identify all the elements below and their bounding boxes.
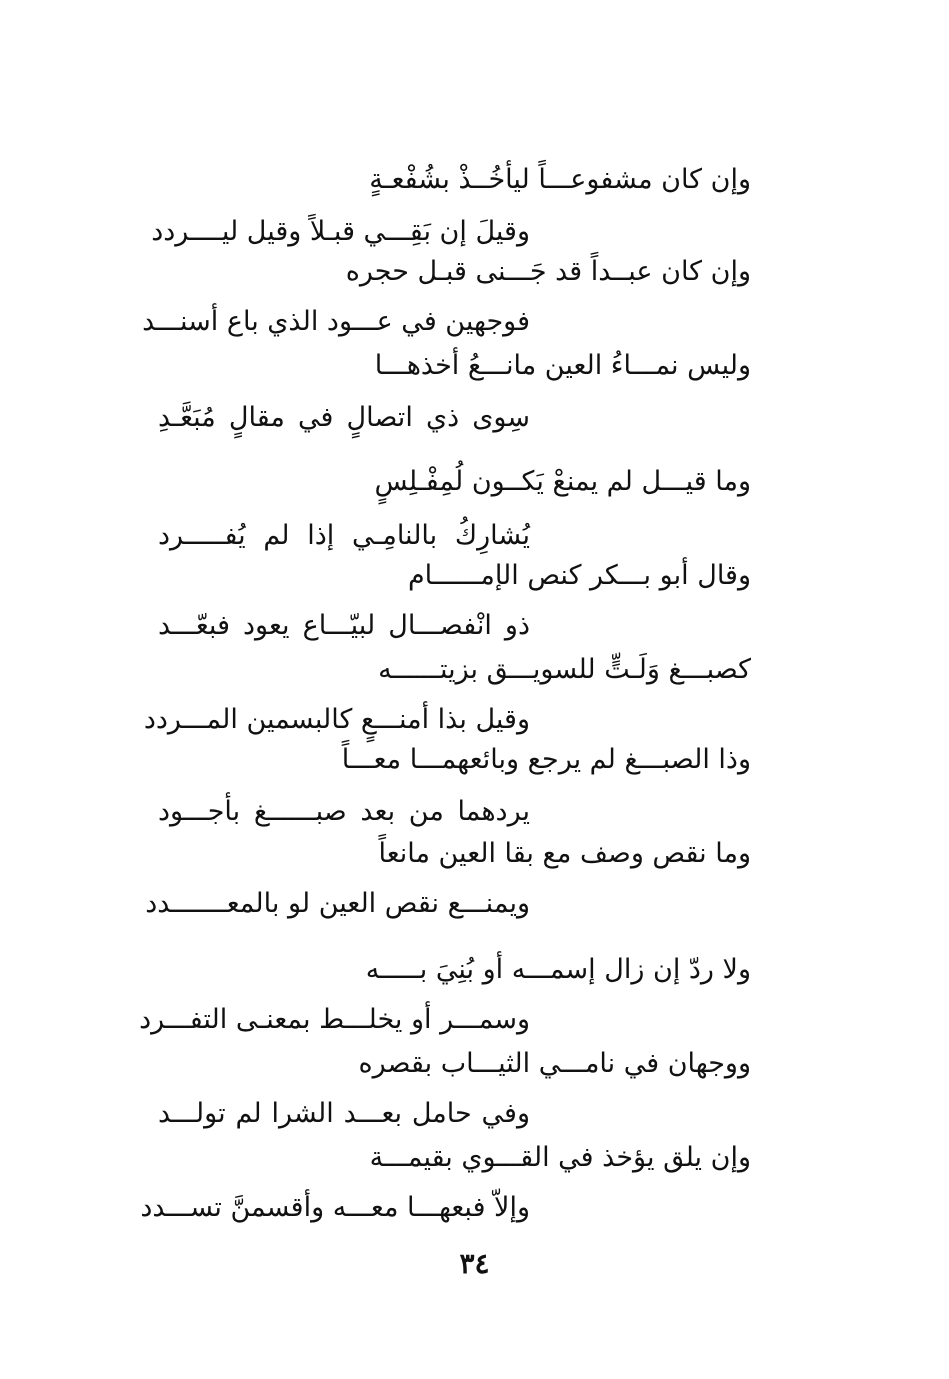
verse-line: وإن يلق يؤخذ في القـــوي بقيمـــة [369,1142,751,1173]
verse-line: يردهما من بعد صبــــــغ بأجـــود [158,796,530,827]
verse-line: وما قيـــل لم يمنعْ يَكــون لُمِفْـلِسٍ [374,466,751,497]
verse-line: وإن كان عبــداً قد جَـــنى قبـل حجره [345,256,751,287]
verse-line: وقيلَ إن بَقِـــي قبـلاً وقيل ليــــردد [151,216,530,247]
verse-line: سِوى ذي اتصالٍ في مقالٍ مُبَعَّـدِ [158,402,530,433]
verse-line: كصبـــغ وَلَـتٍّ للسويـــق بزيتــــــه [378,654,751,685]
verse-line: وسمـــر أو يخلـــط بمعنـى التفـــرد [139,1004,530,1035]
verse-line: وقيل بذا أمنـــعٍ كالبسمين المـــردد [143,704,530,735]
verse-line: وذا الصبـــغ لم يرجع وبائعهمـــا معـــاً [341,744,751,775]
verse-line: ذو انْفصـــال لبيّـــاع يعود فبعّـــد [158,610,530,641]
verse-line: فوجهين في عـــود الذي باع أسنـــد [142,306,530,337]
verse-line: وفي حامل بعـــد الشرا لم تولـــد [158,1098,530,1129]
verse-line: ويمنـــع نقص العين لو بالمعـــــــدد [145,888,530,919]
verse-line: وما نقص وصف مع بقا العين مانعاً [378,838,751,869]
verse-line: يُشارِكُ بالنامِـي إذا لم يُفـــــرد [158,520,530,551]
verse-line: ووجهان في نامـــي الثيـــاب بقصره [358,1048,751,1079]
verse-line: وإن كان مشفوعـــاً ليأخُــذْ بشُفْعـةٍ [369,164,751,195]
verse-line: وليس نمـــاءُ العين مانـــعُ أخذهـــا [374,350,751,381]
verse-line: ولا ردّ إن زال إسمـــه أو بُنِيَ بـــــه [365,954,751,985]
page-number: ٣٤ [459,1247,490,1280]
verse-line: وقال أبو بـــكر كنص الإمــــــام [407,560,751,591]
verse-line: وإلاّ فبعهـــا معـــه وأقسمنَّ تســـدد [140,1192,530,1223]
